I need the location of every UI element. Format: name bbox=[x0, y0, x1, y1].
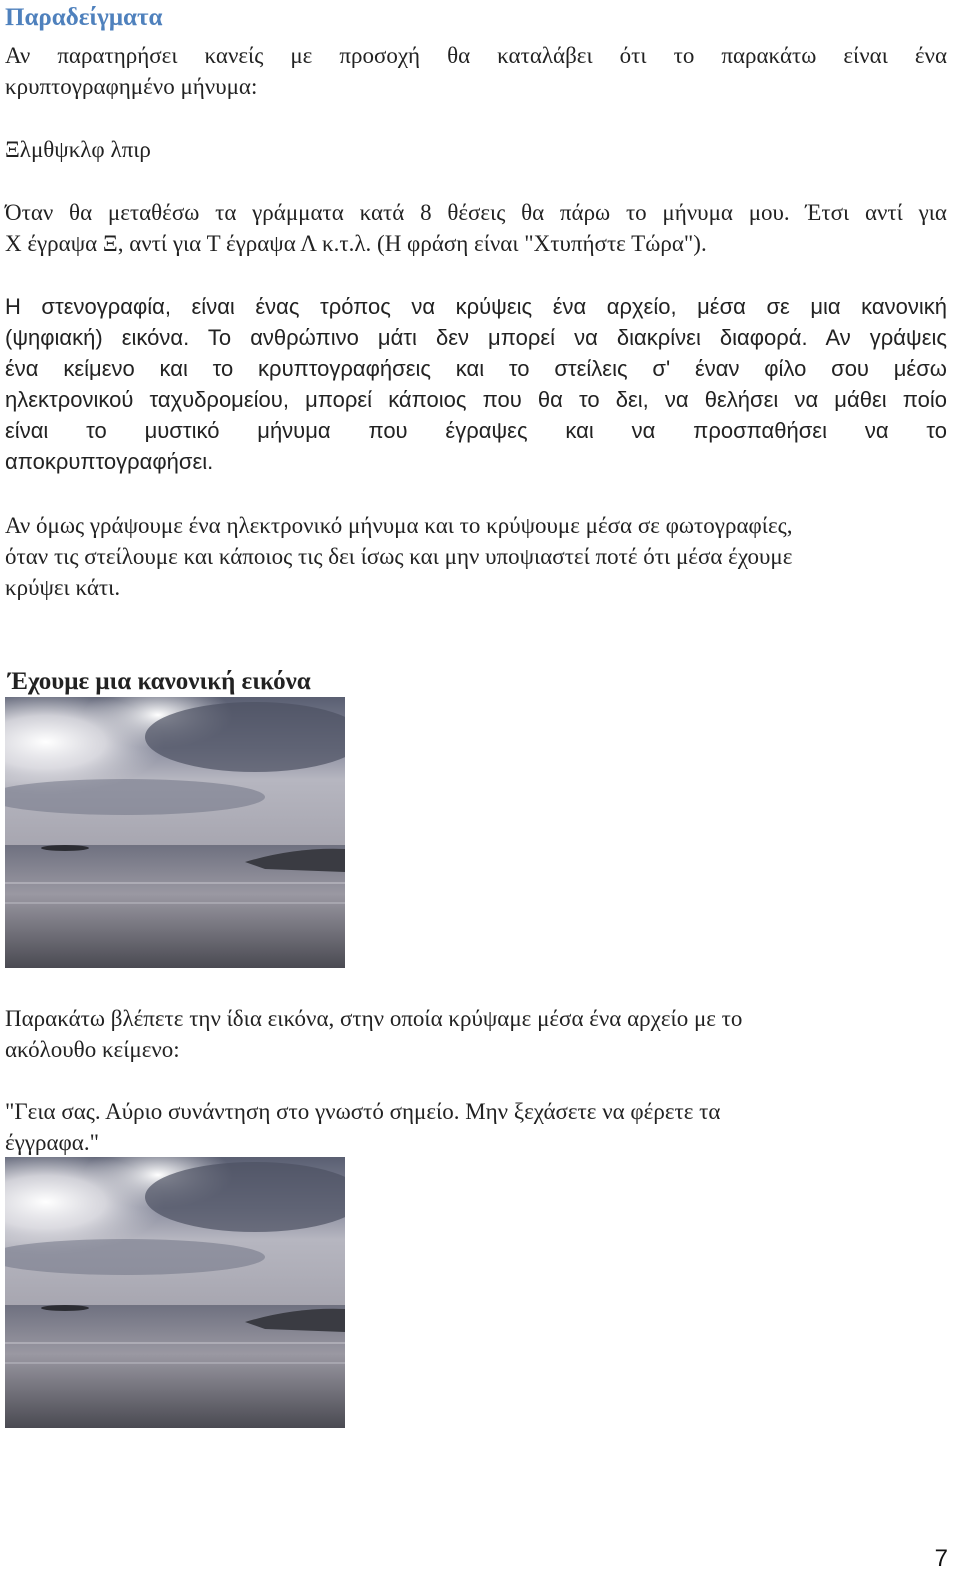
intro-line-1: Αν παρατηρήσει κανείς με προσοχή θα καταλάβει ότι το παρακάτω είναι ένα bbox=[5, 43, 947, 68]
intro-paragraph bbox=[5, 40, 947, 102]
cipher-text bbox=[5, 134, 947, 165]
cipher-text-line: Ξλμθψκλφ λπιρ bbox=[5, 137, 151, 162]
hiding-line-1: Αν όμως γράψουμε ένα ηλεκτρονικό μήνυμα και το κρύψουμε μέσα σε φωτογραφίες, bbox=[5, 513, 793, 538]
sky-photo-graphic bbox=[5, 697, 345, 968]
stego-photo-graphic bbox=[5, 1157, 345, 1428]
explanation-line-2: Χ έγραψα Ξ, αντί για Τ έγραψα Λ κ.τ.λ. (Η φράση είναι "Χτυπήστε Τώρα"). bbox=[5, 231, 707, 256]
explanation-paragraph bbox=[5, 197, 947, 259]
hidden-message-line-1: "Γεια σας. Αύριο συνάντηση στο γνωστό σημείο. Μην ξεχάσετε να φέρετε τα bbox=[5, 1099, 721, 1124]
below-line-1: Παρακάτω βλέπετε την ίδια εικόνα, στην οποία κρύψαμε μέσα ένα αρχείο με το bbox=[5, 1006, 743, 1031]
normal-image-heading: Έχουμε μια κανονική εικόνα bbox=[8, 668, 311, 695]
intro-line-2: κρυπτογραφημένο μήνυμα: bbox=[5, 74, 258, 99]
hidden-message bbox=[5, 1096, 947, 1158]
original-sky-photo bbox=[5, 697, 345, 968]
hiding-paragraph bbox=[5, 510, 947, 603]
steganography-line-3: ένα κείμενο και το κρυπτογραφήσεις και το στείλεις σ' έναν φίλο σου μέσω bbox=[5, 356, 947, 381]
below-paragraph bbox=[5, 1003, 947, 1065]
section-heading: Παραδείγματα bbox=[5, 4, 163, 31]
steganography-line-6: αποκρυπτογραφήσει. bbox=[5, 449, 214, 474]
steganography-line-4: ηλεκτρονικού ταχυδρομείου, μπορεί κάποιος που θα το δει, να θελήσει να μάθει ποίο bbox=[5, 387, 947, 412]
stego-sky-photo bbox=[5, 1157, 345, 1428]
explanation-line-1: Όταν θα μεταθέσω τα γράμματα κατά 8 θέσεις θα πάρω το μήνυμα μου. Έτσι αντί για bbox=[5, 200, 947, 225]
hiding-line-2: όταν τις στείλουμε και κάποιος τις δει ίσως και μην υποψιαστεί ποτέ ότι μέσα έχουμε bbox=[5, 544, 793, 569]
steganography-line-5: είναι το μυστικό μήνυμα που έγραψες και να προσπαθήσει να το bbox=[5, 418, 947, 443]
below-line-2: ακόλουθο κείμενο: bbox=[5, 1037, 180, 1062]
hidden-message-line-2: έγγραφα." bbox=[5, 1130, 99, 1155]
page-number: 7 bbox=[934, 1545, 948, 1572]
hiding-line-3: κρύψει κάτι. bbox=[5, 575, 121, 600]
steganography-line-1: Η στενογραφία, είναι ένας τρόπος να κρύψεις ένα αρχείο, μέσα σε μια κανονική bbox=[5, 294, 947, 319]
steganography-line-2: (ψηφιακή) εικόνα. Το ανθρώπινο μάτι δεν μπορεί να διακρίνει διαφορά. Αν γράψεις bbox=[5, 325, 947, 350]
steganography-paragraph bbox=[5, 291, 947, 477]
